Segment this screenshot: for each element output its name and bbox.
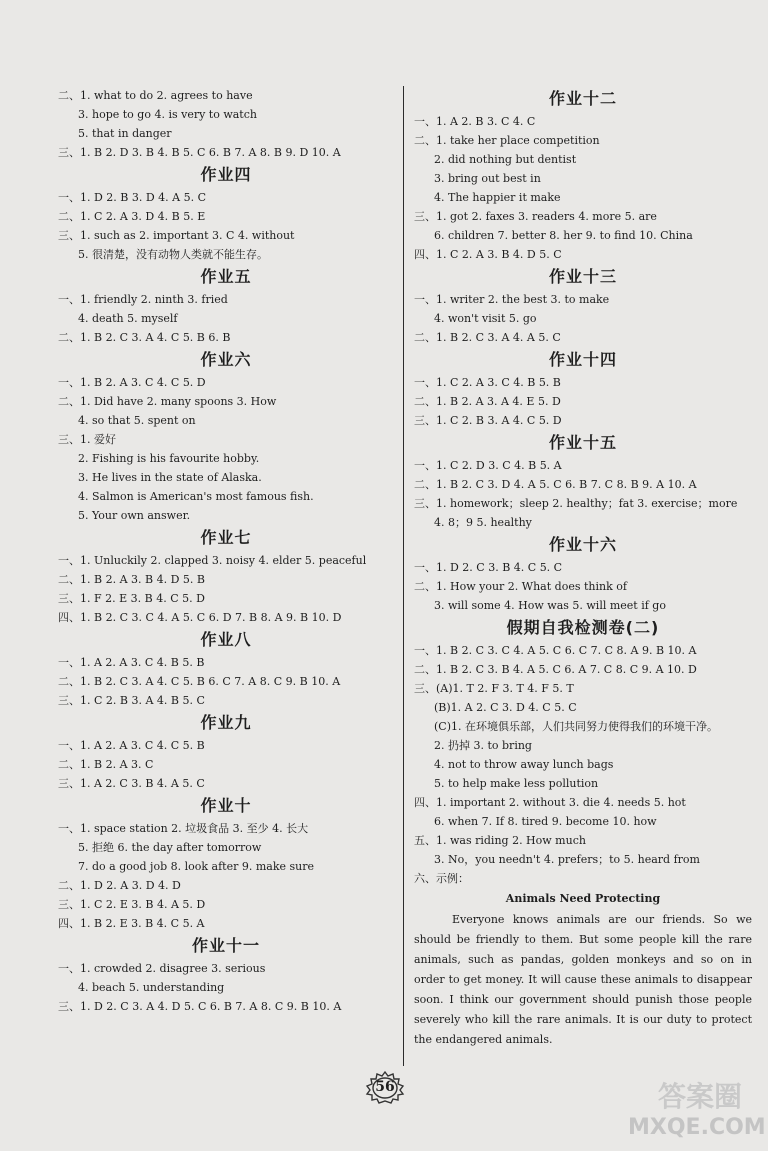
answer-line: 6. when 7. If 8. tired 9. become 10. how [434,815,657,828]
section-title: 作业八 [200,630,252,649]
answer-line: 二、1. Did have 2. many spoons 3. How [58,395,277,408]
answer-line: 一、1. space station 2. 垃圾食品 3. 至少 4. 长大 [58,822,309,835]
answer-line: 三、1. C 2. B 3. A 4. C 5. D [414,414,562,427]
answer-line: 二、1. B 2. C 3. D 4. A 5. C 6. B 7. C 8. B 9. A 10. A [414,478,697,491]
answer-line: 三、(A)1. T 2. F 3. T 4. F 5. T [414,682,574,695]
answer-line: 4. beach 5. understanding [78,981,225,994]
answer-line: 三、1. F 2. E 3. B 4. C 5. D [58,592,205,605]
section-title: 作业九 [200,713,252,732]
answer-line: 一、1. A 2. A 3. C 4. B 5. B [58,656,205,669]
answer-line: 4. won't visit 5. go [434,312,537,325]
column-divider [403,86,404,1066]
answer-line: 二、1. B 2. C 3. A 4. C 5. B 6. C 7. A 8. C 9. B 10. A [58,675,341,688]
answer-line: 一、1. B 2. C 3. C 4. A 5. C 6. C 7. C 8. A 9. B 10. A [414,644,697,657]
section-title: 作业十 [200,796,252,815]
answer-line: 三、1. such as 2. important 3. C 4. without [58,229,295,242]
answer-line: 3. No，you needn't 4. prefers；to 5. heard from [434,853,700,866]
answer-line: 二、1. B 2. A 3. C [58,758,154,771]
answer-line: 三、1. got 2. faxes 3. readers 4. more 5. are [414,210,657,223]
section-title: 作业十一 [191,936,260,955]
answer-line: 7. do a good job 8. look after 9. make sure [78,860,314,873]
section-title: 假期自我检测卷(二) [506,618,660,637]
answer-line: 四、1. important 2. without 3. die 4. needs 5. hot [414,796,686,809]
answer-line: 二、1. B 2. C 3. A 4. C 5. B 6. B [58,331,231,344]
right-answer-column [414,86,752,1050]
answer-line: 三、1. C 2. B 3. A 4. B 5. C [58,694,205,707]
watermark-logo: 答案圈 [657,1080,742,1113]
answer-line: 一、1. friendly 2. ninth 3. fried [58,293,228,306]
section-title: 作业十五 [548,433,617,452]
answer-line: 5. that in danger [78,127,172,140]
answer-line: 一、1. B 2. A 3. C 4. C 5. D [58,376,206,389]
watermark-url: MXQE.COM [628,1115,766,1140]
answer-line: 一、1. A 2. A 3. C 4. C 5. B [58,739,205,752]
answer-line: 三、1. B 2. D 3. B 4. B 5. C 6. B 7. A 8. B 9. D 10. A [58,146,341,159]
section-title: 作业七 [200,528,252,547]
section-title: 作业十二 [548,89,617,108]
answer-line: 3. bring out best in [434,172,541,185]
answer-line: (C)1. 在环境俱乐部，人们共同努力使得我们的环境干净。 [434,720,718,733]
section-title: 作业五 [200,267,252,286]
answer-line: 一、1. A 2. B 3. C 4. C [414,115,536,128]
answer-line: 二、1. B 2. A 3. B 4. D 5. B [58,573,205,586]
answer-line: 一、1. C 2. D 3. C 4. B 5. A [414,459,562,472]
answer-line: 一、1. D 2. B 3. D 4. A 5. C [58,191,207,204]
section-title: 作业十三 [548,267,617,286]
answer-line: 二、1. B 2. C 3. B 4. A 5. C 6. A 7. C 8. C 9. A 10. D [414,663,697,676]
answer-line: 6. children 7. better 8. her 9. to find 10. China [434,229,693,242]
answer-line: 三、1. 爱好 [58,433,116,446]
section-title: 作业十六 [548,535,617,554]
answer-line: 四、1. B 2. C 3. C 4. A 5. C 6. D 7. B 8. A 9. B 10. D [58,611,342,624]
essay-title: Animals Need Protecting [505,892,661,905]
answer-line: 三、1. D 2. C 3. A 4. D 5. C 6. B 7. A 8. C 9. B 10. A [58,1000,342,1013]
page-number: 56 [375,1079,395,1095]
answer-line: 5. 拒绝 6. the day after tomorrow [78,841,262,854]
answer-line: (B)1. A 2. C 3. D 4. C 5. C [434,701,577,714]
answer-line: 一、1. writer 2. the best 3. to make [414,293,610,306]
answer-line: 二、1. How your 2. What does think of [414,580,627,593]
answer-line: 5. Your own answer. [78,509,191,522]
answer-line: 四、1. B 2. E 3. B 4. C 5. A [58,917,205,930]
answer-line: 二、1. take her place competition [414,134,600,147]
answer-line: 3. will some 4. How was 5. will meet if go [434,599,666,612]
answer-line: 4. so that 5. spent on [78,414,196,427]
answer-line: 一、1. Unluckily 2. clapped 3. noisy 4. elder 5. peaceful [58,554,367,567]
answer-line: 4. Salmon is American's most famous fish. [78,490,314,503]
section-title: 作业十四 [548,350,617,369]
answer-line: 4. The happier it make [434,191,561,204]
left-answer-column [58,86,394,1016]
section-title: 作业六 [200,350,252,369]
answer-line: 3. He lives in the state of Alaska. [78,471,262,484]
answer-line: 4. death 5. myself [78,312,178,325]
answer-line: 一、1. D 2. C 3. B 4. C 5. C [414,561,563,574]
answer-line: 2. Fishing is his favourite hobby. [78,452,260,465]
section-title: 作业四 [200,165,252,184]
right-answer-lines [414,86,752,888]
answer-line: 一、1. crowded 2. disagree 3. serious [58,962,266,975]
sample-essay [414,888,752,1050]
answer-line: 二、1. C 2. A 3. D 4. B 5. E [58,210,206,223]
answer-line: 二、1. B 2. A 3. A 4. E 5. D [414,395,561,408]
answer-line: 一、1. C 2. A 3. C 4. B 5. B [414,376,561,389]
answer-line: 5. 很清楚，没有动物人类就不能生存。 [78,248,268,261]
essay-body: Everyone knows animals are our friends. So we should be friendly to them. But some people kill the rare animals, such as pandas, golden monkeys and so on in order to get money. It will cause these animals to disappear soon. I think our government should punish those people severely who kill the rare animals. It is our duty to protect the endangered animals. [414,913,752,1046]
answer-line: 二、1. D 2. A 3. D 4. D [58,879,181,892]
answer-line: 4. 8；9 5. healthy [434,516,532,529]
answer-line: 五、1. was riding 2. How much [414,834,586,847]
answer-line: 三、1. A 2. C 3. B 4. A 5. C [58,777,205,790]
answer-line: 5. to help make less pollution [434,777,599,790]
answer-line: 3. hope to go 4. is very to watch [78,108,257,121]
answer-line: 二、1. what to do 2. agrees to have [58,89,253,102]
answer-line: 2. 扔掉 3. to bring [434,739,532,752]
answer-line: 三、1. homework；sleep 2. healthy；fat 3. exercise；more [414,497,738,510]
answer-line: 三、1. C 2. E 3. B 4. A 5. D [58,898,206,911]
answer-line: 六、示例： [414,872,469,885]
answer-line: 四、1. C 2. A 3. B 4. D 5. C [414,248,562,261]
answer-line: 二、1. B 2. C 3. A 4. A 5. C [414,331,561,344]
answer-line: 2. did nothing but dentist [434,153,577,166]
page-number-badge [362,1070,408,1104]
answer-line: 4. not to throw away lunch bags [434,758,614,771]
